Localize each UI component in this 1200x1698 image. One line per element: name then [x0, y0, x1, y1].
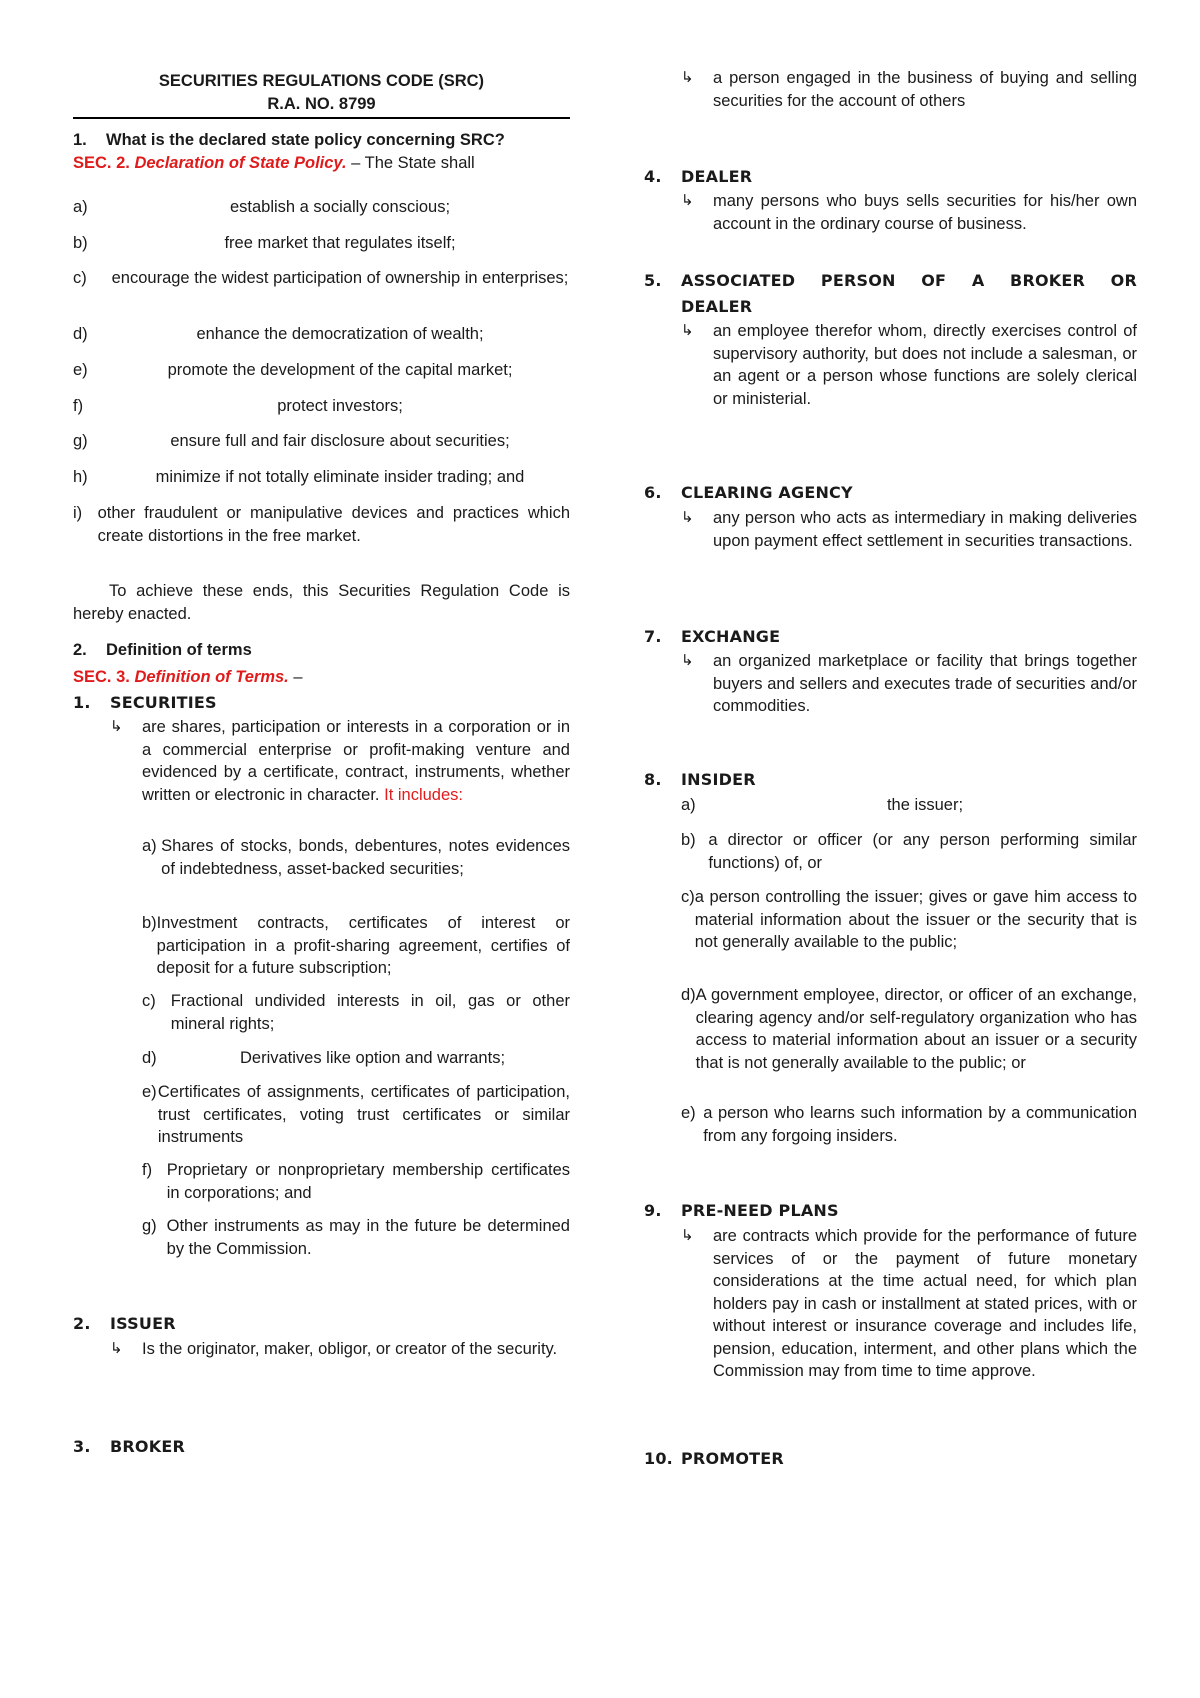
list-item: g) Other instruments as may in the future be determined by the Commission.: [142, 1217, 570, 1258]
list-item: c) a person controlling the issuer; gives or gave him access to material information about the issuer or the security that is not generally available to the public;: [681, 888, 1137, 951]
section-2-title: Declaration of State Policy.: [134, 154, 347, 172]
bullet-arrow-icon: ↳: [681, 1227, 694, 1244]
bullet-arrow-icon: ↳: [110, 1340, 123, 1357]
section-3-label: SEC. 3.: [73, 668, 130, 686]
list-item: d) enhance the democratization of wealth;: [73, 325, 484, 343]
definition-issuer: ↳ Is the originator, maker, obligor, or creator of the security.: [110, 1338, 570, 1361]
definition-text: are shares, participation or interests in a corporation or in a commercial enterprise or profit-making venture and evidenced by a certificate, contract, instruments, whether written or electronic in character.: [142, 718, 570, 804]
document-subtitle: R.A. NO. 8799: [267, 95, 376, 113]
definition-broker: ↳ a person engaged in the business of buying and selling securities for the account of others: [681, 67, 1137, 112]
term-heading-associated-person: 5. ASSOCIATED PERSON OF A BROKER OR: [644, 271, 1137, 290]
list-item: a) Shares of stocks, bonds, debentures, notes evidences of indebtedness, asset-backed securities;: [142, 837, 570, 878]
question-2-number: 2.: [73, 641, 87, 659]
term-heading-exchange: 7. EXCHANGE: [644, 627, 781, 646]
list-item: g) ensure full and fair disclosure about securities;: [73, 432, 510, 450]
section-2-heading: [73, 152, 570, 175]
definition-exchange: ↳ an organized marketplace or facility that brings together buyers and sellers and executes trade of securities and/or commodities.: [681, 650, 1137, 718]
term-heading-broker: 3. BROKER: [73, 1437, 185, 1456]
list-item: c) Fractional undivided interests in oil, gas or other mineral rights;: [142, 992, 570, 1033]
section-2-label: SEC. 2.: [73, 154, 130, 172]
list-item: d) Derivatives like option and warrants;: [142, 1049, 506, 1067]
section-2-rest: – The State shall: [351, 154, 475, 172]
bullet-arrow-icon: ↳: [681, 652, 694, 669]
term-heading-securities: 1. SECURITIES: [73, 693, 217, 712]
list-item: e) a person who learns such information by a communication from any forgoing insiders.: [681, 1104, 1137, 1145]
list-item: f) protect investors;: [73, 397, 403, 415]
document-title: SECURITIES REGULATIONS CODE (SRC): [158, 72, 485, 90]
question-1-text: What is the declared state policy concerning SRC?: [106, 131, 505, 149]
question-1-number: 1.: [73, 131, 87, 149]
definition-dealer: ↳ many persons who buys sells securities for his/her own account in the ordinary course of business.: [681, 190, 1137, 235]
list-item: e) Certificates of assignments, certificates of participation, trust certificates, voting trust certificates or similar instruments: [142, 1083, 570, 1146]
list-item: e) promote the development of the capital market;: [73, 361, 513, 379]
includes-label: It includes:: [384, 785, 463, 804]
title-divider: [73, 117, 570, 119]
definition-clearing-agency: ↳ any person who acts as intermediary in making deliveries upon payment effect settlement in securities transactions.: [681, 507, 1137, 552]
bullet-arrow-icon: ↳: [681, 192, 694, 209]
list-item: b) Investment contracts, certificates of interest or participation in a profit-sharing agreement, certifies of deposit for a future subscription;: [142, 914, 570, 977]
term-heading-associated-person-line2: DEALER: [681, 297, 753, 316]
list-item: i) other fraudulent or manipulative devices and practices which create distortions in the free market.: [73, 504, 570, 545]
bullet-arrow-icon: ↳: [681, 509, 694, 526]
bullet-arrow-icon: ↳: [110, 718, 123, 735]
section-3-title: Definition of Terms.: [134, 668, 289, 686]
bullet-arrow-icon: ↳: [681, 69, 694, 86]
question-2-text: Definition of terms: [106, 641, 252, 659]
term-heading-pre-need-plans: 9. PRE-NEED PLANS: [644, 1201, 839, 1220]
question-2: [73, 641, 570, 660]
bullet-arrow-icon: ↳: [681, 322, 694, 339]
list-item: a) establish a socially conscious;: [73, 198, 451, 216]
term-heading-issuer: 2. ISSUER: [73, 1314, 176, 1333]
list-item: b) free market that regulates itself;: [73, 234, 456, 252]
list-item: c) encourage the widest participation of ownership in enterprises;: [73, 269, 569, 287]
list-item: f) Proprietary or nonproprietary membership certificates in corporations; and: [142, 1161, 570, 1202]
term-heading-promoter: 10. PROMOTER: [644, 1449, 784, 1468]
list-item: h) minimize if not totally eliminate insider trading; and: [73, 468, 525, 486]
definition-pre-need-plans: ↳ are contracts which provide for the performance of future services of or the payment of future monetary considerations at the time actual need, for which plan holders pay in cash or installment at stated prices, with or without interest or insurance coverage and includes life, pension, education, interment, and other plans which the Commission may from time to time approve.: [681, 1225, 1137, 1383]
list-item: b) a director or officer (or any person performing similar functions) of, or: [681, 831, 1137, 872]
section-3-rest: –: [293, 668, 303, 686]
closing-paragraph: To achieve these ends, this Securities Regulation Code is hereby enacted.: [73, 582, 570, 623]
section-3-heading: [73, 666, 570, 689]
term-heading-clearing-agency: 6. CLEARING AGENCY: [644, 483, 853, 502]
definition-securities: [110, 716, 570, 806]
question-1: [73, 131, 570, 150]
list-item: d) A government employee, director, or officer of an exchange, clearing agency and/or self-regulatory organization who has access to material information about an issuer or a security that is not generally available to the public; or: [681, 986, 1137, 1072]
term-heading-dealer: 4. DEALER: [644, 167, 753, 186]
definition-associated-person: ↳ an employee therefor whom, directly exercises control of supervisory authority, but does not include a salesman, or an agent or a person whose functions are solely clerical or ministerial.: [681, 320, 1137, 410]
list-item: a) the issuer;: [681, 796, 964, 814]
term-heading-insider: 8. INSIDER: [644, 770, 756, 789]
